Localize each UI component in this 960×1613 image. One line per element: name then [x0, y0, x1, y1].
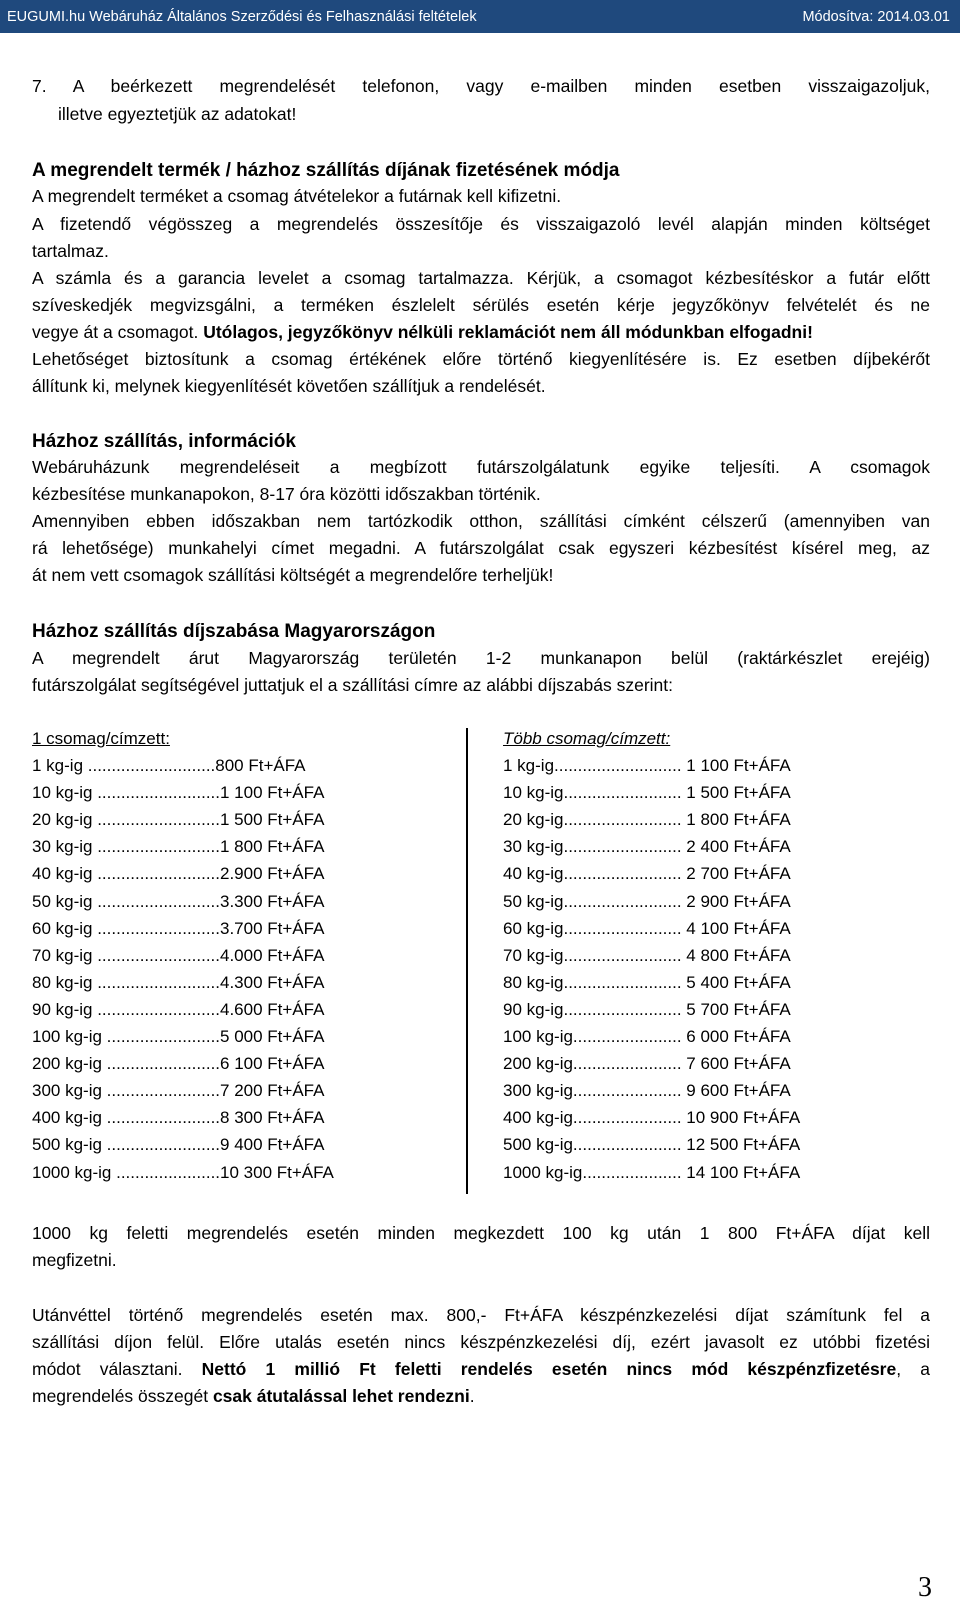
price-row: 50 kg-ig ..........................3.300 Ft+ÁFA [32, 891, 325, 911]
price-row: 30 kg-ig......................... 2 400 Ft+ÁFA [503, 837, 791, 857]
pricing-line-2: futárszolgálat segítségével juttatjuk el a szállítási címre az alábbi díjszabás szerint: [32, 675, 674, 695]
price-row: 80 kg-ig......................... 5 400 Ft+ÁFA [503, 972, 791, 992]
price-row: 90 kg-ig......................... 5 700 Ft+ÁFA [503, 999, 791, 1019]
price-row: 1 kg-ig ...........................800 Ft+ÁFA [32, 756, 306, 776]
price-row: 20 kg-ig ..........................1 500 Ft+ÁFA [32, 810, 325, 830]
price-row: 50 kg-ig......................... 2 900 Ft+ÁFA [503, 891, 791, 911]
price-row: 60 kg-ig ..........................3.700 Ft+ÁFA [32, 918, 325, 938]
single-package-price-list [32, 725, 334, 1186]
price-row: 70 kg-ig......................... 4 800 Ft+ÁFA [503, 945, 791, 965]
price-row: 200 kg-ig....................... 7 600 Ft+ÁFA [503, 1054, 791, 1074]
payment-paragraph-3-line-1: A számla és a garancia levelet a csomag tartalmazza. Kérjük, a csomagot kézbesítéskor a futár előtt [32, 268, 930, 288]
price-row: 90 kg-ig ..........................4.600 Ft+ÁFA [32, 999, 325, 1019]
cod-note-line-3 [32, 1356, 930, 1383]
price-row: 1000 kg-ig..................... 14 100 Ft+ÁFA [503, 1162, 801, 1182]
page-number: 3 [918, 1572, 932, 1603]
no-complaint-warning: Utólagos, jegyzőkönyv nélküli reklamációt nem áll módunkban elfogadni! [203, 322, 813, 342]
price-row: 400 kg-ig ........................8 300 Ft+ÁFA [32, 1108, 325, 1128]
cod-note-line-2: szállítási díjon felül. Előre utalás esetén nincs készpénzkezelési díj, ezért javasolt ez utóbbi fizetési [32, 1332, 930, 1352]
payment-paragraph-2-line-2: tartalmaz. [32, 241, 109, 261]
delivery-line-4: rá lehetősége) munkahelyi címet megadni. A futárszolgálat csak egyszeri kézbesítést kísérel meg, az [32, 538, 930, 558]
payment-heading: A megrendelt termék / házhoz szállítás díjának fizetésének módja [32, 160, 620, 181]
price-row: 100 kg-ig....................... 6 000 Ft+ÁFA [503, 1027, 791, 1047]
price-row: 300 kg-ig ........................7 200 Ft+ÁFA [32, 1081, 325, 1101]
price-row: 1 kg-ig........................... 1 100 Ft+ÁFA [503, 756, 791, 776]
payment-paragraph-1: A megrendelt terméket a csomag átvételekor a futárnak kell kifizetni. [32, 186, 562, 206]
delivery-line-5: át nem vett csomagok szállítási költségét a megrendelőre terheljük! [32, 565, 554, 585]
pricing-heading: Házhoz szállítás díjszabása Magyarországon [32, 621, 436, 642]
price-row: 400 kg-ig....................... 10 900 Ft+ÁFA [503, 1108, 801, 1128]
payment-paragraph-3-line-2: szíveskedjék megvizsgálni, a terméken észlelelt sérülés esetén kérje jegyzőkönyv felvételét és ne [32, 295, 930, 315]
payment-paragraph-3-line-5: állítunk ki, melynek kiegyenlítését követően szállítjuk a rendelését. [32, 376, 546, 396]
document-header [0, 0, 960, 33]
price-row: 10 kg-ig ..........................1 100 Ft+ÁFA [32, 783, 325, 803]
price-row: 200 kg-ig ........................6 100 Ft+ÁFA [32, 1054, 325, 1074]
cod-note-line-4 [32, 1383, 930, 1410]
payment-paragraph-2-line-1: A fizetendő végösszeg a megrendelés összesítője és visszaigazoló levél alapján minden költséget [32, 214, 930, 234]
price-row: 500 kg-ig ........................9 400 Ft+ÁFA [32, 1135, 325, 1155]
cod-note-line-1: Utánvéttel történő megrendelés esetén max. 800,- Ft+ÁFA készpénzkezelési díjat számítunk fel a [32, 1305, 930, 1325]
column-divider [466, 728, 468, 1194]
pricing-line-1: A megrendelt árut Magyarország területén 1-2 munkanapon belül (raktárkészlet erejéig) [32, 648, 930, 668]
price-row: 70 kg-ig ..........................4.000 Ft+ÁFA [32, 945, 325, 965]
price-row: 60 kg-ig......................... 4 100 Ft+ÁFA [503, 918, 791, 938]
cod-note-text: módot választani. [32, 1359, 202, 1379]
multi-package-price-list [503, 725, 800, 1186]
price-row: 100 kg-ig ........................5 000 Ft+ÁFA [32, 1027, 325, 1047]
price-row: 40 kg-ig......................... 2 700 Ft+ÁFA [503, 864, 791, 884]
single-package-header: 1 csomag/címzett: [32, 729, 170, 748]
delivery-line-2: kézbesítése munkanapokon, 8-17 óra közötti időszakban történik. [32, 484, 541, 504]
cod-note-period: . [469, 1386, 475, 1406]
delivery-line-3: Amennyiben ebben időszakban nem tartózkodik otthon, szállítási címként célszerű (amennyiben van [32, 511, 930, 531]
heavy-order-note-line-2: megfizetni. [32, 1250, 117, 1270]
delivery-heading: Házhoz szállítás, információk [32, 431, 296, 452]
price-row: 1000 kg-ig ......................10 300 Ft+ÁFA [32, 1162, 334, 1182]
price-row: 10 kg-ig......................... 1 500 Ft+ÁFA [503, 783, 791, 803]
delivery-line-1: Webáruházunk megrendeléseit a megbízott futárszolgálatunk egyike teljesíti. A csomagok [32, 457, 930, 477]
modified-date: Módosítva: 2014.03.01 [802, 8, 950, 25]
transfer-only-warning: csak átutalással lehet rendezni [212, 1386, 470, 1406]
cod-note-text-end: , a [896, 1359, 930, 1379]
heavy-order-note-line-1: 1000 kg feletti megrendelés esetén minden megkezdett 100 kg után 1 800 Ft+ÁFA díjat kell [32, 1223, 930, 1243]
price-row: 500 kg-ig....................... 12 500 Ft+ÁFA [503, 1135, 801, 1155]
payment-paragraph-3-line-3 [32, 319, 930, 346]
cash-limit-warning: Nettó 1 millió Ft feletti rendelés esetén nincs mód készpénzfizetésre [201, 1359, 897, 1379]
price-row: 20 kg-ig......................... 1 800 Ft+ÁFA [503, 810, 791, 830]
price-row: 30 kg-ig ..........................1 800 Ft+ÁFA [32, 837, 325, 857]
item-7-line-2: illetve egyeztetjük az adatokat! [58, 104, 297, 124]
multi-package-header: Több csomag/címzett: [503, 729, 671, 748]
payment-p3-line-3-text: vegye át a csomagot. [32, 322, 204, 342]
document-title: EUGUMI.hu Webáruház Általános Szerződési és Felhasználási feltételek [7, 8, 477, 25]
cod-note-text-2: megrendelés összegét [32, 1386, 213, 1406]
price-row: 80 kg-ig ..........................4.300 Ft+ÁFA [32, 972, 325, 992]
payment-paragraph-3-line-4: Lehetőséget biztosítunk a csomag értékének előre történő kiegyenlítésére is. Ez esetben díjbekérőt [32, 349, 930, 369]
price-row: 40 kg-ig ..........................2.900 Ft+ÁFA [32, 864, 325, 884]
price-row: 300 kg-ig....................... 9 600 Ft+ÁFA [503, 1081, 791, 1101]
item-7-line-1: 7. A beérkezett megrendelését telefonon, vagy e-mailben minden esetben visszaigazoljuk, [32, 76, 930, 96]
